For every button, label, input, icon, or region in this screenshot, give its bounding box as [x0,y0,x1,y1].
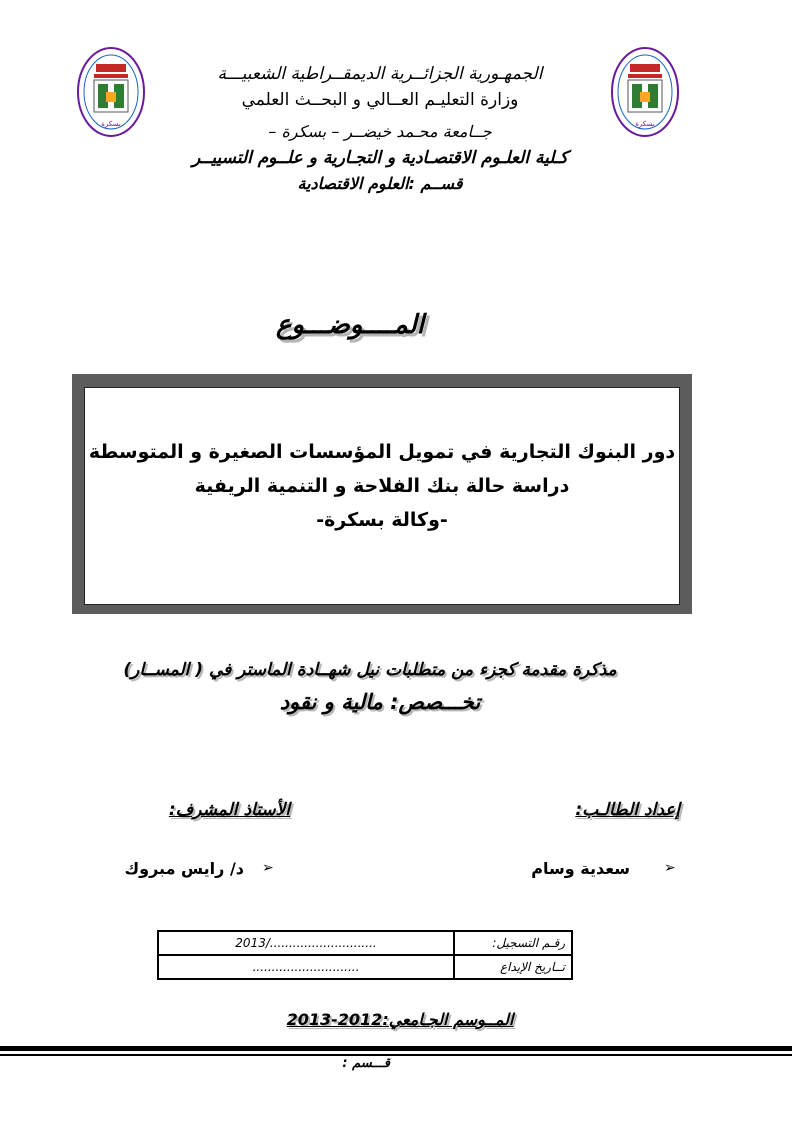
title-line-3: -وكالة بسكرة- [316,509,448,531]
student-label: إعداد الطالـب: [575,800,680,820]
university-logo-left [76,46,146,138]
ministry-line: وزارة التعليـم العــالي و البحــث العلمي [241,90,519,110]
reg-number-label: رقـم التسجيل: [454,931,572,955]
deposit-date-value: ............................ [158,955,454,979]
footer-rule-thick [0,1046,792,1051]
title-line-2: دراسة حالة بنك الفلاحة و التنمية الريفية [194,475,570,497]
university-line: جــامعة محـمد خيضــر – بسكرة – [268,122,492,141]
svg-text:بسكرة: بسكرة [101,120,121,128]
bullet-arrow-icon: ➢ [664,860,676,876]
table-row [158,931,572,955]
svg-text:بسكرة: بسكرة [635,120,655,128]
supervisor-name: د/ رايس مبروك [124,859,244,878]
supervisor-label: الأستاذ المشرف: [168,800,290,820]
topic-heading: المــــوضـــوع [276,310,424,340]
student-name: سعدية وسام [531,859,630,878]
department-line: قســم :العلوم الاقتصادية [297,174,463,193]
footer-rule-thin [0,1054,792,1056]
thesis-title [84,435,680,537]
academic-year: المــوسم الجـامعي:2012-2013 [286,1010,514,1029]
university-logo-right [610,46,680,138]
registration-table [157,930,573,980]
table-row [158,955,572,979]
faculty-line: كـلية العلـوم الاقتصـادية و التجـارية و علــوم التسييــر [192,148,568,168]
deposit-date-label: تــاريخ الإيداع [454,955,572,979]
bullet-arrow-icon: ➢ [262,860,274,876]
reg-number-value: ............................/2013 [158,931,454,955]
title-line-1: دور البنوك التجارية في تمويل المؤسسات الصغيرة و المتوسطة [88,441,676,463]
footer-department: قـــسم : [342,1056,390,1071]
specialization: تخـــصص: مالية و نقود [279,690,481,714]
republic-line: الجمهـورية الجزائــرية الديمقــراطية الشعبيـــة [217,64,543,84]
memo-statement: مذكرة مقدمة كجزء من متطلبات نيل شهــادة الماستر في ( المســار) [123,660,617,680]
